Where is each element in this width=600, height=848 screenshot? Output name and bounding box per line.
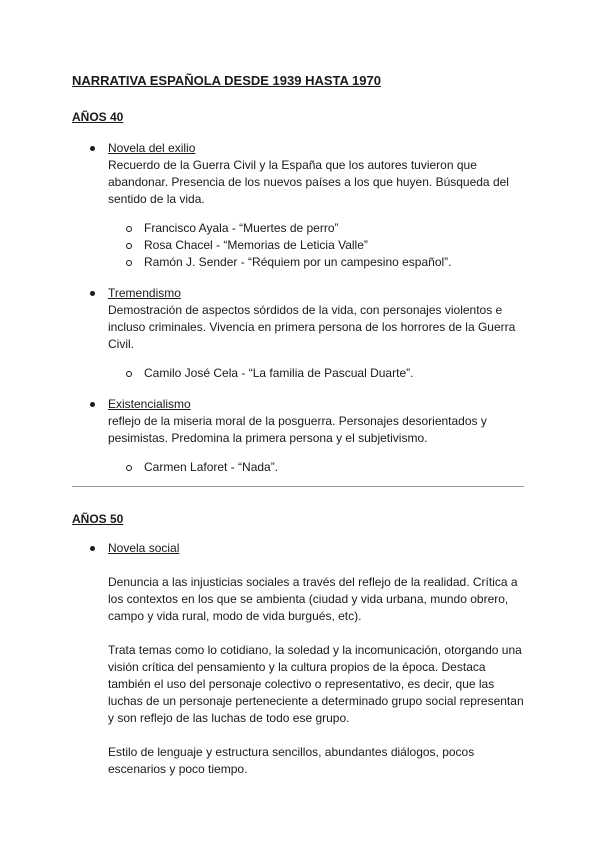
circle-bullet-icon [126,226,132,232]
document-title: NARRATIVA ESPAÑOLA DESDE 1939 HASTA 1970 [72,73,381,88]
list-item-existencialismo [90,396,530,476]
section-heading-50s: AÑOS 50 [72,512,124,526]
circle-bullet-icon [126,371,132,377]
paragraph: Trata temas como lo cotidiano, la soledad y la incomunicación, otorgando una visión crítica del pensamiento y la cultura propios de la época. Destaca también el uso del personaje colectivo o representativo, es decir, que las luchas de un personaje perteneciente a determinado grupo social representan y son reflejo de las luchas de todo ese grupo. [108,643,524,725]
item-label: Novela del exilio [108,141,196,155]
sub-list-item [126,254,530,271]
sub-list-item [126,220,530,237]
circle-bullet-icon [126,243,132,249]
bullet-icon [90,146,95,151]
sub-list-item [126,237,530,254]
list-item-novela-exilio [90,140,530,271]
sub-list [126,220,530,271]
bullet-icon [90,291,95,296]
section-heading-40s: AÑOS 40 [72,110,124,124]
item-label: Novela social [108,541,180,555]
horizontal-divider [72,486,524,487]
item-text: Demostración de aspectos sórdidos de la vida, con personajes violentos e incluso criminales. Vivencia en primera persona de los horrores de la Guerra Civil. [108,303,516,351]
sub-list-item [126,459,530,476]
paragraph: Denuncia a las injusticias sociales a través del reflejo de la realidad. Crítica a los contextos en los que se ambienta (ciudad y vida urbana, mundo obrero, campo y vida rural, modo de vida burgués, etc). [108,575,518,623]
sub-list-item [126,365,530,382]
item-label: Existencialismo [108,397,191,411]
bullet-icon [90,402,95,407]
item-text: Recuerdo de la Guerra Civil y la España que los autores tuvieron que abandonar. Presencia de los nuevos países a los que huyen. Búsqueda del sentido de la vida. [108,158,509,206]
list-item-novela-social [90,540,530,778]
sub-item-text: Carmen Laforet - “Nada”. [144,460,279,474]
item-label: Tremendismo [108,286,181,300]
circle-bullet-icon [126,465,132,471]
list-item-tremendismo [90,285,530,382]
item-text: reflejo de la miseria moral de la posguerra. Personajes desorientados y pesimistas. Predomina la primera persona y el subjetivismo. [108,414,487,445]
sub-list [126,365,530,382]
sub-item-text: Camilo José Cela - “La familia de Pascual Duarte”. [144,366,414,380]
sub-item-text: Rosa Chacel - “Memorias de Leticia Valle” [144,238,368,252]
circle-bullet-icon [126,260,132,266]
bullet-icon [90,546,95,551]
sub-list [126,459,530,476]
paragraph: Estilo de lenguaje y estructura sencillos, abundantes diálogos, pocos escenarios y poco tiempo. [108,745,475,776]
sub-item-text: Francisco Ayala - “Muertes de perro” [144,221,339,235]
sub-item-text: Ramón J. Sender - “Réquiem por un campesino español”. [144,255,452,269]
